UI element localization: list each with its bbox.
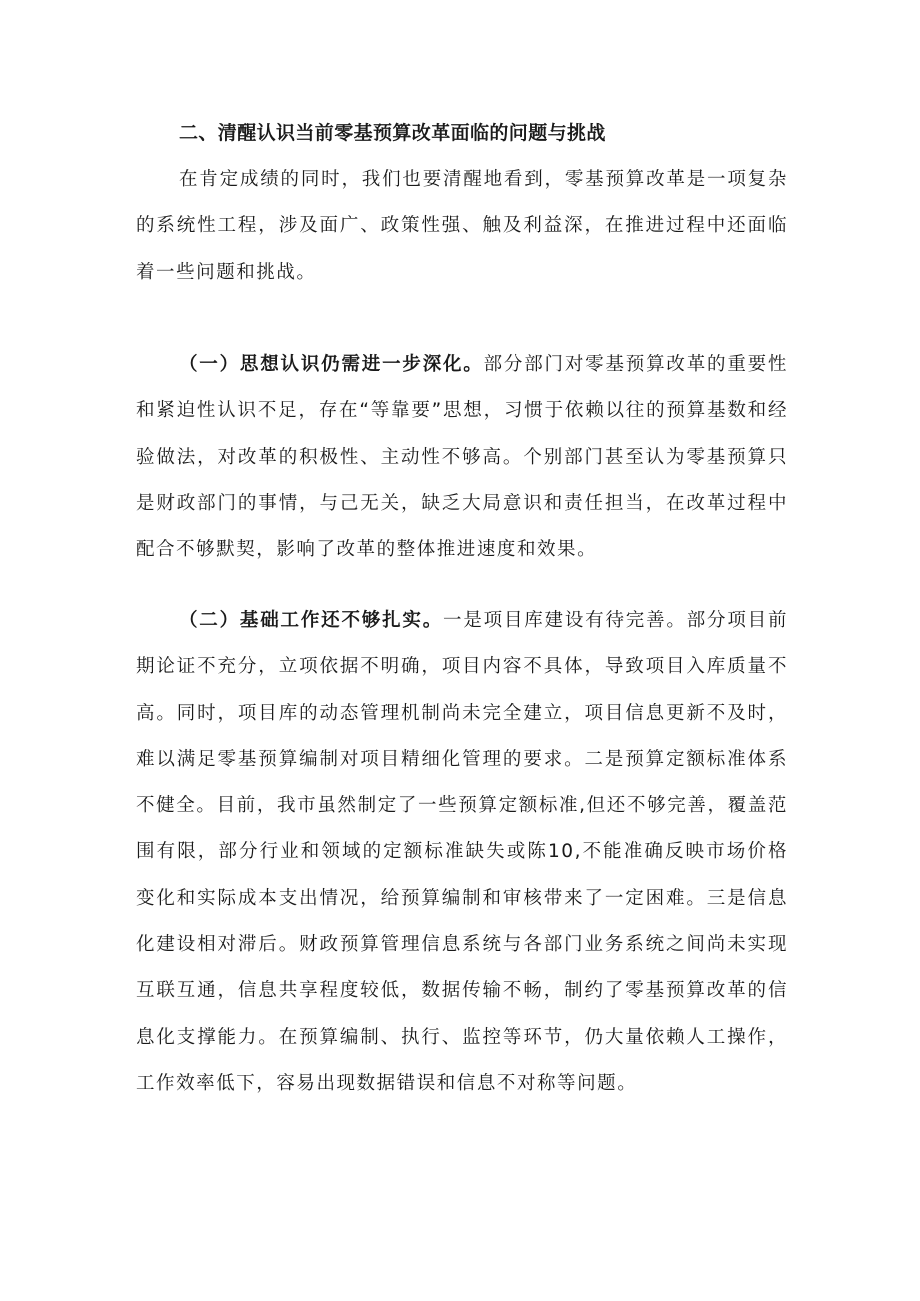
paragraph-intro-text: 在肯定成绩的同时，我们也要清醒地看到，零基预算改革是一项复杂的系统性工程，涉及面广、政策性强、触及利益深，在推进过程中还面临着一些问题和挑战。 bbox=[136, 169, 788, 283]
paragraph-thinking-lead: （一）思想认识仍需进一步深化。 bbox=[179, 354, 484, 375]
paragraph-foundation-text: 一是项目库建设有待完善。部分项目前期论证不充分，立项依据不明确，项目内容不具体，导致项目入库质量不高。同时，项目库的动态管理机制尚未完全建立，项目信息更新不及时，难以满足零基预算编制对项目精细化管理的要求。二是预算定额标准体系不健全。目前，我市虽然制定了一些预算定额标准,但还不够完善，覆盖范围有限，部分行业和领域的定额标准缺失或陈10,不能准确反映市场价格变化和实际成本支出情况，给预算编制和审核带来了一定困难。三是信息化建设相对滞后。财政预算管理信息系统与各部门业务系统之间尚未实现互联互通，信息共享程度较低，数据传输不畅，制约了零基预算改革的信息化支撑能力。在预算编制、执行、监控等环节，仍大量依赖人工操作，工作效率低下，容易出现数据错误和信息不对称等问题。 bbox=[136, 610, 788, 1094]
paragraph-thinking bbox=[136, 342, 788, 573]
section-heading: 二、清醒认识当前零基预算改革面临的问题与挑战 bbox=[179, 122, 606, 144]
paragraph-foundation-lead: （二）基础工作还不够扎实。 bbox=[179, 610, 444, 631]
paragraph-foundation bbox=[136, 598, 788, 1107]
paragraph-thinking-text: 部分部门对零基预算改革的重要性和紧迫性认识不足，存在“等靠要”思想，习惯于依赖以往的预算基数和经验做法，对改革的积极性、主动性不够高。个别部门甚至认为零基预算只是财政部门的事情，与己无关，缺乏大局意识和责任担当，在改革过程中配合不够默契，影响了改革的整体推进速度和效果。 bbox=[136, 354, 788, 561]
paragraph-intro bbox=[136, 157, 788, 296]
